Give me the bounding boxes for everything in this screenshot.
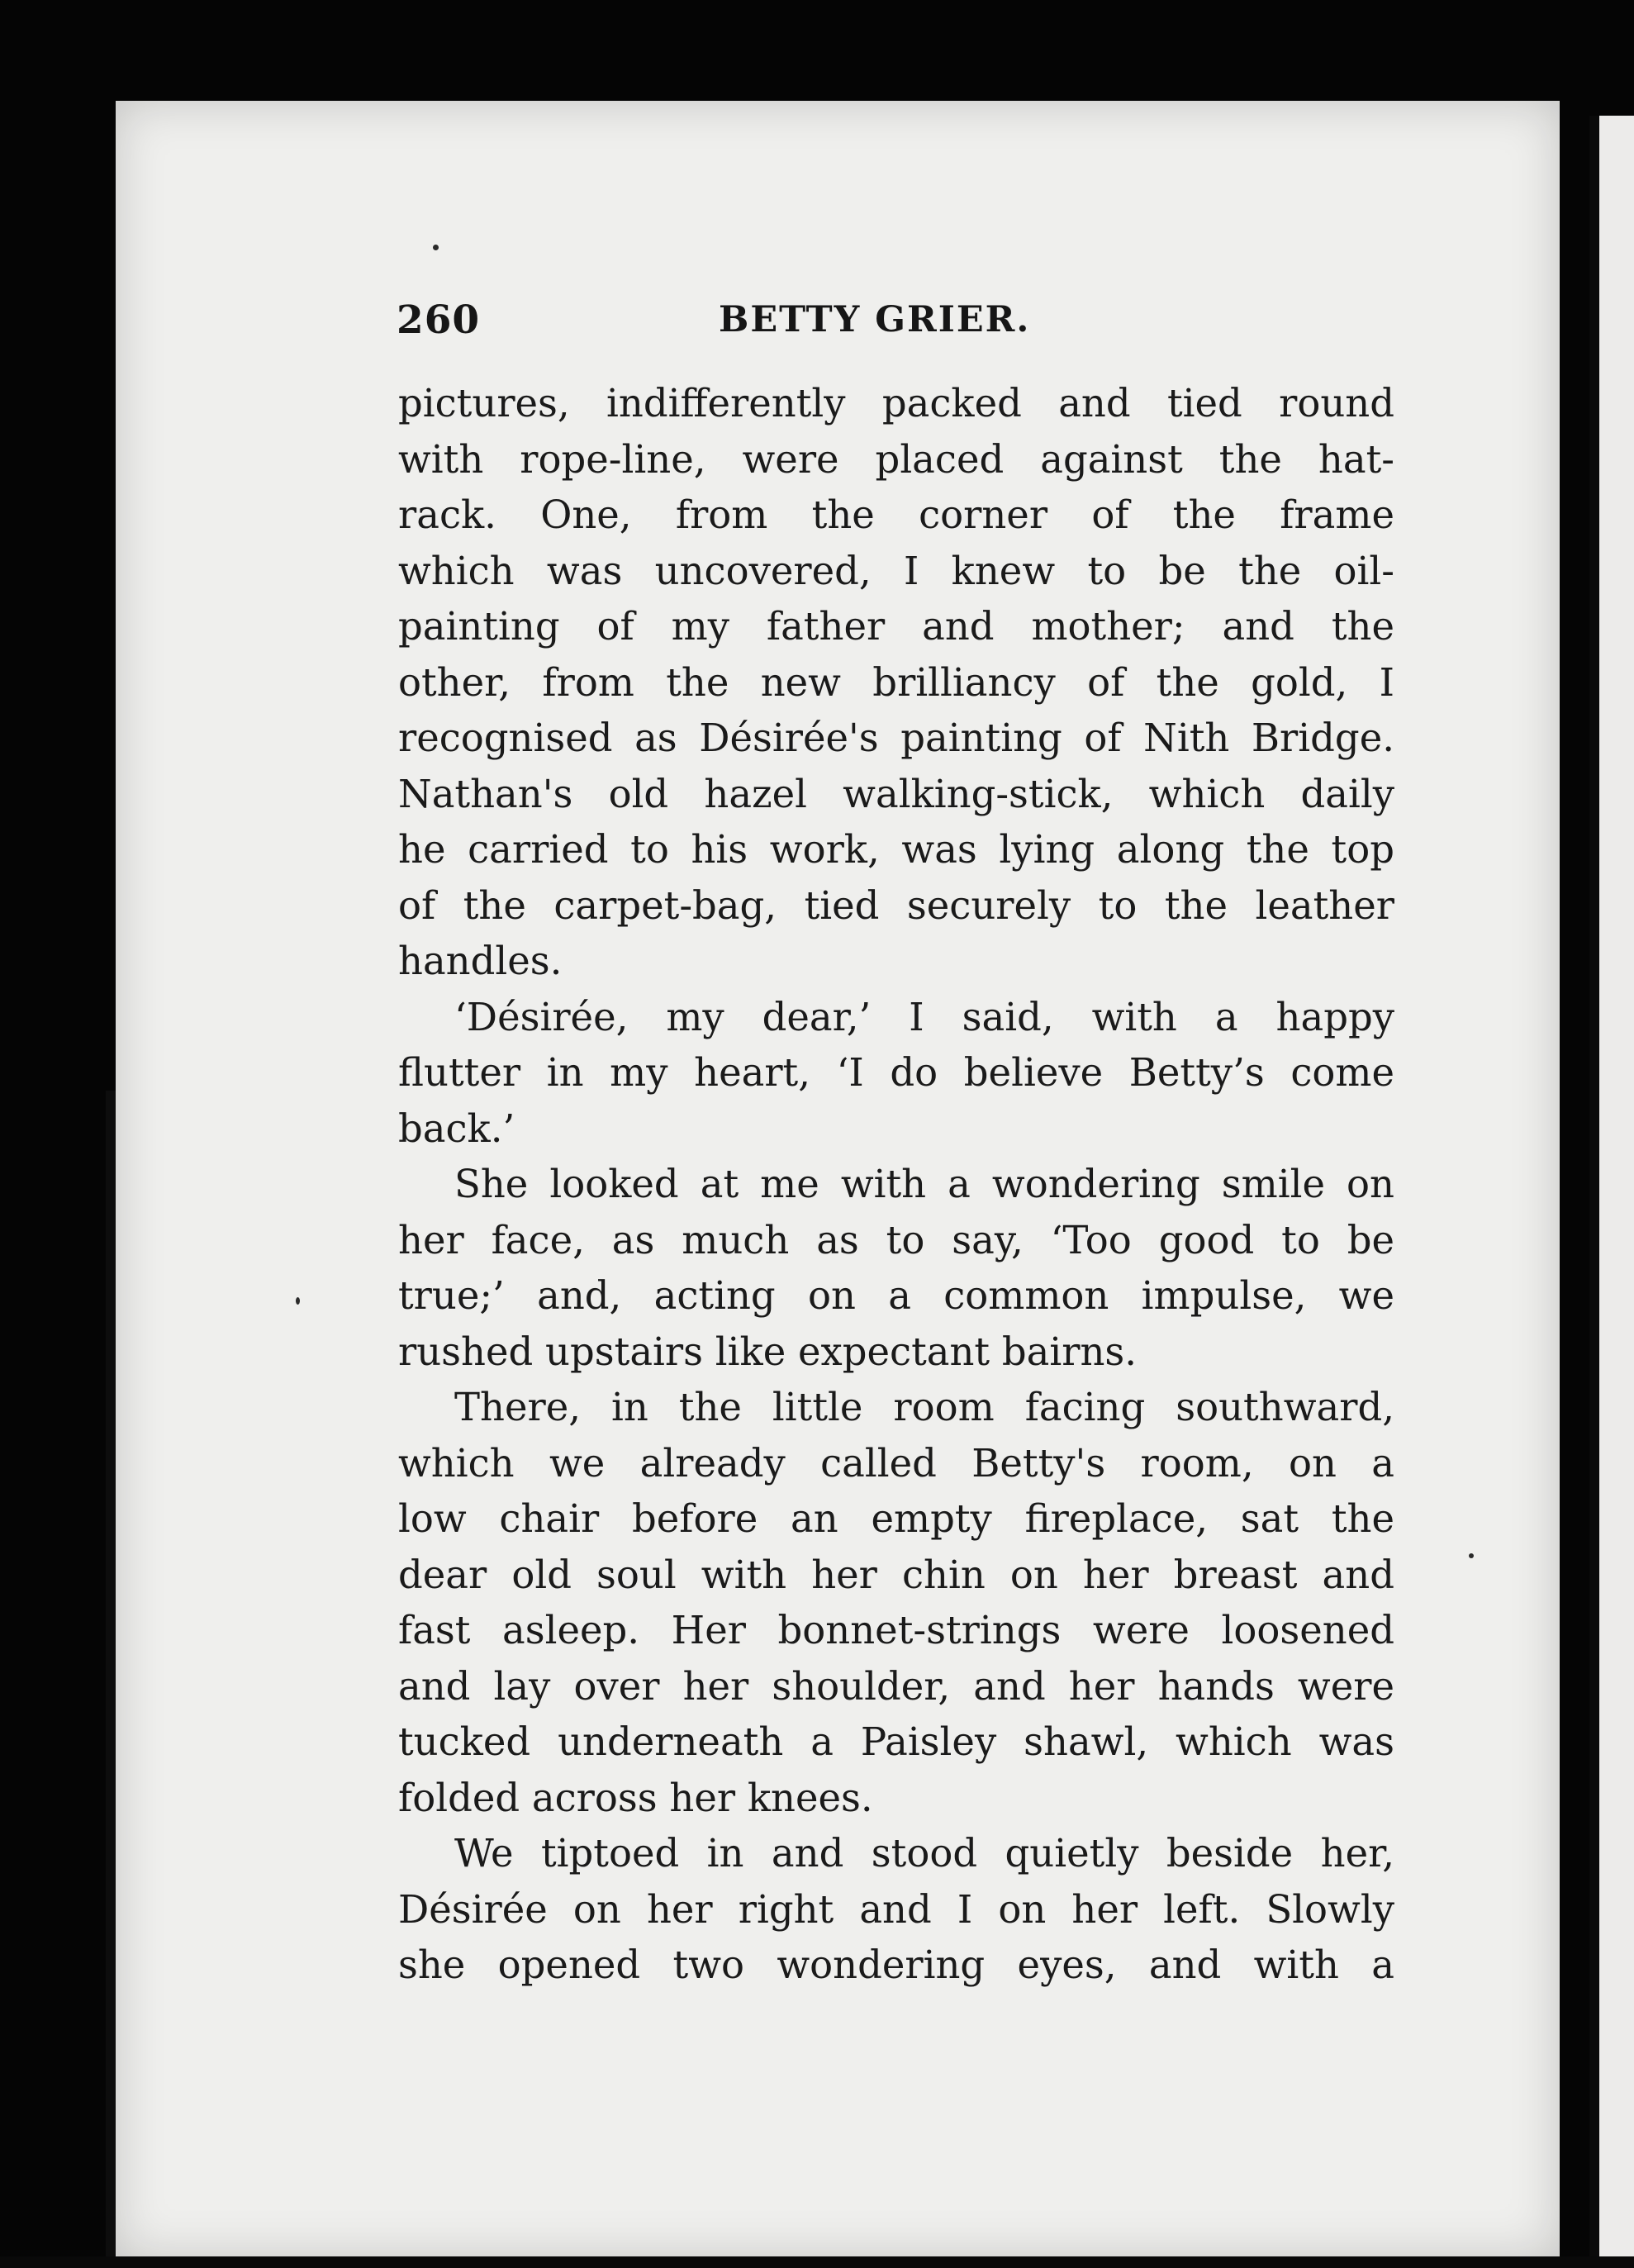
- text-line: Désirée on her right and I on her left. Slowly: [398, 1886, 1394, 1932]
- text-line: We tiptoed in and stood quietly beside her,: [454, 1831, 1394, 1876]
- text-line: and lay over her shoulder, and her hands were: [398, 1663, 1394, 1709]
- text-line: handles.: [398, 939, 563, 983]
- text-line: fast asleep. Her bonnet-strings were loosened: [398, 1608, 1394, 1652]
- text-line: back.’: [398, 1105, 515, 1151]
- scan-speck: [433, 245, 439, 250]
- scan-speck: [1469, 1553, 1474, 1558]
- text-line: low chair before an empty fireplace, sat the: [398, 1496, 1394, 1541]
- text-line: which we already called Betty's room, on a: [398, 1440, 1394, 1486]
- text-line: her face, as much as to say, ‘Too good to be: [398, 1217, 1394, 1262]
- text-line: true;’ and, acting on a common impulse, we: [398, 1273, 1394, 1318]
- text-line: She looked at me with a wondering smile on: [454, 1162, 1394, 1206]
- paragraph: [398, 1157, 1394, 1380]
- text-line: with rope-line, were placed against the hat-: [398, 436, 1394, 482]
- binding-shadow: [106, 1091, 116, 2264]
- text-line: which was uncovered, I knew to be the oil-: [398, 548, 1394, 593]
- text-line: other, from the new brilliancy of the gold, I: [398, 659, 1394, 705]
- text-line: Nathan's old hazel walking-stick, which daily: [398, 771, 1394, 816]
- paragraph: [398, 1380, 1394, 1826]
- text-line: she opened two wondering eyes, and with a: [398, 1942, 1394, 1987]
- running-head: [397, 297, 1396, 355]
- paragraph: [398, 376, 1394, 990]
- scan-speck: [296, 1297, 300, 1305]
- book-title: BETTY GRIER.: [719, 299, 1031, 340]
- text-line: There, in the little room facing southward,: [454, 1385, 1394, 1429]
- text-line: pictures, indifferently packed and tied round: [398, 381, 1394, 426]
- text-line: of the carpet-bag, tied securely to the leather: [398, 882, 1394, 928]
- scan-border: [0, 2256, 1634, 2268]
- text-line: ‘Désirée, my dear,’ I said, with a happy: [454, 994, 1394, 1039]
- text-line: painting of my father and mother; and the: [398, 604, 1394, 649]
- body-text: [398, 376, 1394, 1994]
- paragraph: [398, 990, 1394, 1158]
- text-line: flutter in my heart, ‘I do believe Betty’s come: [398, 1050, 1394, 1095]
- text-line: dear old soul with her chin on her breast and: [398, 1552, 1394, 1597]
- paragraph: [398, 1826, 1394, 1994]
- facing-page-edge: [1589, 116, 1634, 2268]
- text-line: he carried to his work, was lying along the top: [398, 827, 1394, 872]
- text-line: rack. One, from the corner of the frame: [398, 492, 1394, 537]
- text-line: recognised as Désirée's painting of Nith Bridge.: [398, 716, 1394, 760]
- text-line: tucked underneath a Paisley shawl, which was: [398, 1719, 1394, 1764]
- page-number: 260: [397, 297, 481, 343]
- text-line: rushed upstairs like expectant bairns.: [398, 1329, 1138, 1374]
- text-line: folded across her knees.: [398, 1775, 873, 1820]
